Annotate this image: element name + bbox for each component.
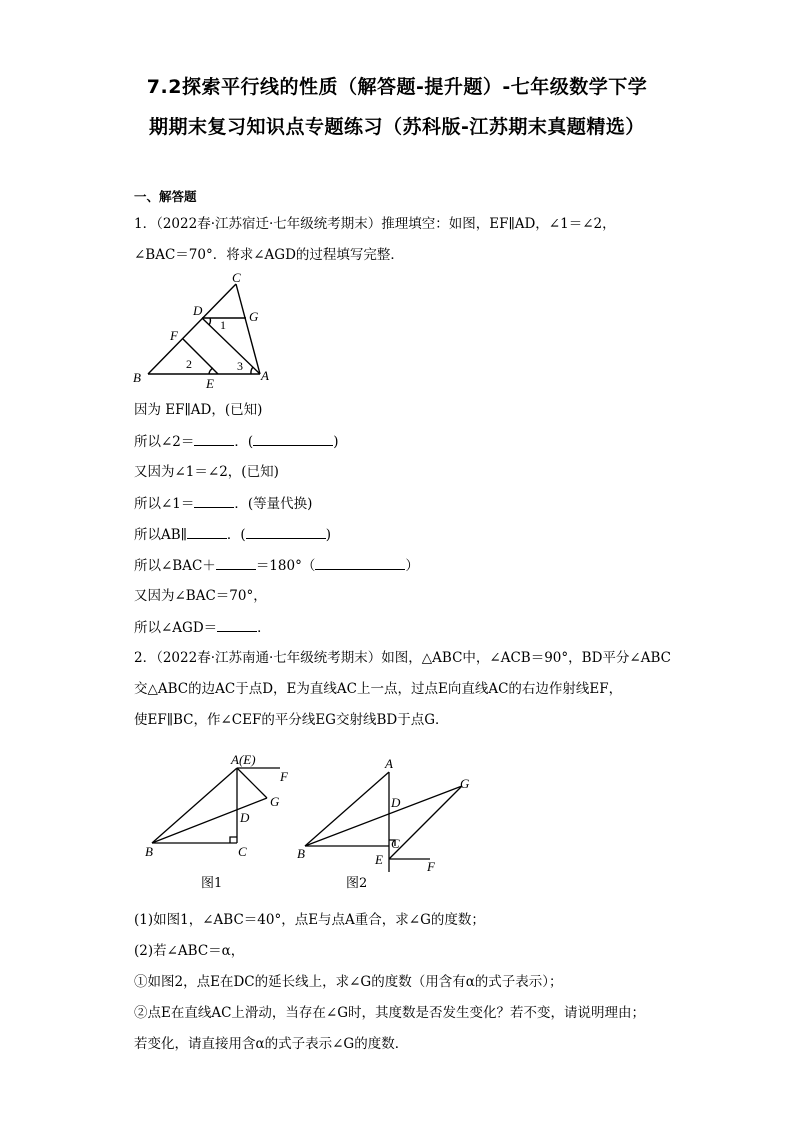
q1-text-line-2: ∠BAC＝70°．将求∠AGD的过程填写完整． — [134, 247, 404, 263]
answer-blank[interactable] — [216, 556, 256, 570]
q2-figure-2 — [290, 752, 490, 877]
q1-step-4-reason: ．(等量代换) — [234, 496, 313, 512]
q1-step-4 — [134, 494, 312, 513]
q1-step-8-end: ． — [257, 620, 271, 636]
q1-step-6-mid: ＝180°（ — [255, 558, 316, 574]
label-G: G — [460, 776, 470, 791]
label-2: 2 — [186, 357, 192, 371]
q1-step-1: 因为 EF∥AD，(已知) — [134, 402, 263, 418]
q1-step-8 — [134, 618, 271, 637]
label-C: C — [391, 836, 400, 851]
q1-step-6 — [134, 556, 419, 575]
q1-step-4-prefix: 所以∠1＝ — [134, 496, 195, 512]
label-3: 3 — [237, 359, 243, 373]
page-title-line-2: 期期末复习知识点专题练习（苏科版-江苏期末真题精选） — [149, 116, 645, 138]
q2-part-2-sub-2-cont: 若变化，请直接用含α的式子表示∠G的度数． — [134, 1036, 409, 1052]
label-C: C — [238, 844, 247, 859]
label-C: C — [232, 270, 241, 285]
label-E: E — [206, 376, 214, 391]
label-A: A — [385, 756, 393, 771]
label-B: B — [145, 844, 153, 859]
label-F: F — [170, 328, 178, 343]
section-heading: 一、解答题 — [134, 189, 197, 204]
figure-1-caption: 图1 — [201, 876, 223, 891]
q1-step-7: 又因为∠BAC＝70°， — [134, 588, 267, 604]
answer-blank[interactable] — [194, 432, 234, 446]
q1-step-5-mid: ．( — [226, 527, 246, 543]
label-E: E — [375, 852, 383, 867]
label-G: G — [270, 794, 280, 809]
segment-DA — [202, 318, 260, 374]
q2-text-line-2: 交△ABC的边AC于点D，E为直线AC上一点，过点E向直线AC的右边作射线EF， — [134, 681, 623, 697]
label-G: G — [249, 309, 259, 324]
q1-step-6-prefix: 所以∠BAC＋ — [134, 558, 216, 574]
q1-step-5 — [134, 525, 331, 544]
page-title-line-1: 7.2探索平行线的性质（解答题-提升题）-七年级数学下学 — [146, 76, 648, 98]
angle-arc-2 — [209, 368, 213, 374]
q2-part-1: (1)如图1，∠ABC＝40°，点E与点A重合，求∠G的度数； — [134, 912, 485, 928]
ray-BG — [152, 798, 267, 843]
q2-figure-1 — [140, 748, 290, 863]
answer-blank[interactable] — [194, 494, 234, 508]
label-D: D — [193, 303, 203, 318]
q2-text-line-3: 使EF∥BC，作∠CEF的平分线EG交射线BD于点G． — [134, 712, 449, 728]
q1-step-5-prefix: 所以AB∥ — [134, 527, 187, 543]
answer-blank[interactable] — [187, 525, 227, 539]
segment-AG — [237, 768, 267, 798]
label-D: D — [391, 795, 401, 810]
figure-2-caption: 图2 — [346, 876, 368, 891]
q2-part-2-sub-1: ①如图2，点E在DC的延长线上，求∠G的度数（用含有α的式子表示）； — [134, 974, 563, 990]
q1-step-2 — [134, 432, 338, 451]
answer-blank[interactable] — [217, 618, 257, 632]
q1-step-6-end: ） — [405, 558, 419, 574]
q1-step-3: 又因为∠1＝∠2，(已知) — [134, 464, 279, 480]
angle-arc-1 — [209, 318, 210, 325]
label-D: D — [240, 810, 250, 825]
label-A: A — [261, 368, 269, 383]
q2-text-line-1: 2．（2022春·江苏南通·七年级统考期末）如图，△ABC中，∠ACB＝90°，BD平分∠ABC — [134, 650, 671, 666]
q1-step-2-mid: ．( — [234, 434, 254, 450]
q1-triangle-figure — [130, 268, 280, 393]
label-B: B — [297, 846, 305, 861]
q1-text-line-1: 1．（2022春·江苏宿迁·七年级统考期末）推理填空：如图，EF∥AD，∠1＝∠2， — [134, 216, 616, 232]
reason-blank[interactable] — [246, 525, 326, 539]
ray-BG — [305, 786, 462, 846]
reason-blank[interactable] — [253, 432, 333, 446]
q1-step-2-end: ) — [333, 434, 339, 450]
reason-blank[interactable] — [315, 556, 405, 570]
right-angle-mark — [230, 837, 237, 843]
label-1: 1 — [220, 318, 226, 332]
angle-arc-3 — [251, 367, 253, 374]
label-F: F — [280, 769, 288, 784]
q1-step-5-end: ) — [325, 527, 331, 543]
segment-BA — [305, 772, 389, 846]
label-A-E: A(E) — [231, 752, 256, 767]
q2-part-2-sub-2: ②点E在直线AC上滑动，当存在∠G时，其度数是否发生变化？若不变，请说明理由； — [134, 1005, 646, 1021]
q1-step-8-prefix: 所以∠AGD＝ — [134, 620, 218, 636]
q2-part-2: (2)若∠ABC＝α， — [134, 943, 245, 959]
label-B: B — [133, 370, 141, 385]
segment-BA — [152, 768, 237, 843]
label-F: F — [427, 859, 435, 874]
q1-step-2-prefix: 所以∠2＝ — [134, 434, 195, 450]
